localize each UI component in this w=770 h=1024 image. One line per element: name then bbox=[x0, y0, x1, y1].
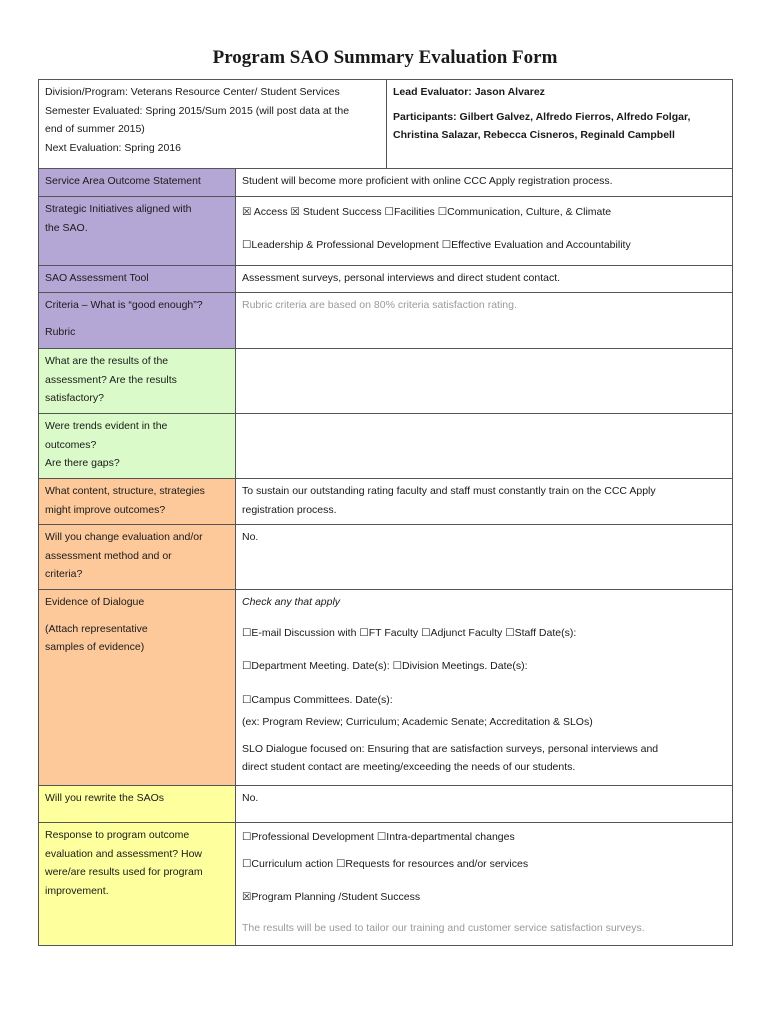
tool-row bbox=[39, 266, 733, 293]
results-label-line-2: assessment? Are the results bbox=[45, 373, 177, 386]
sao-label: Service Area Outcome Statement bbox=[39, 169, 236, 197]
trends-row bbox=[39, 414, 733, 479]
strategic-options-line-2[interactable]: ☐Leadership & Professional Development ☐Effective Evaluation and Accountability bbox=[242, 238, 631, 251]
response-value bbox=[236, 823, 733, 946]
change-label-line-2: assessment method and or bbox=[45, 549, 172, 562]
strategic-label bbox=[39, 197, 236, 266]
rewrite-value: No. bbox=[236, 786, 733, 823]
trends-label-line-2: outcomes? bbox=[45, 438, 97, 451]
next-evaluation-text: Next Evaluation: Spring 2016 bbox=[45, 141, 182, 154]
change-label-line-3: criteria? bbox=[45, 568, 83, 580]
strategic-options-line-1[interactable]: ☒ Access ☒ Student Success ☐Facilities ☐Communication, Culture, & Climate bbox=[242, 206, 612, 218]
lead-evaluator-text: Lead Evaluator: Jason Alvarez bbox=[393, 86, 545, 98]
evaluators-cell bbox=[387, 80, 733, 169]
results-row bbox=[39, 349, 733, 414]
rewrite-label: Will you rewrite the SAOs bbox=[39, 786, 236, 823]
tool-value: Assessment surveys, personal interviews and direct student contact. bbox=[236, 266, 733, 293]
semester-text-1: Semester Evaluated: Spring 2015/Sum 2015 (will post data at the bbox=[45, 104, 350, 117]
response-label-line-4: improvement. bbox=[45, 884, 109, 897]
dialogue-label-line-1: Evidence of Dialogue bbox=[45, 596, 145, 608]
change-label-line-1: Will you change evaluation and/or bbox=[45, 531, 203, 543]
content-label-line-2: might improve outcomes? bbox=[45, 503, 166, 516]
program-info-cell bbox=[39, 80, 387, 169]
criteria-row bbox=[39, 293, 733, 349]
slo-dialogue-line-1: SLO Dialogue focused on: Ensuring that are satisfaction surveys, personal interviews and bbox=[242, 742, 659, 755]
dialogue-options-line-3[interactable]: ☐Campus Committees. Date(s): bbox=[242, 693, 393, 706]
response-options-line-3[interactable]: ☒Program Planning /Student Success bbox=[242, 891, 421, 903]
division-text: Division/Program: Veterans Resource Center/ Student Services bbox=[45, 86, 340, 98]
participants-text-1: Participants: Gilbert Galvez, Alfredo Fierros, Alfredo Folgar, bbox=[393, 110, 691, 123]
dialogue-options-line-2[interactable]: ☐Department Meeting. Date(s): ☐Division Meetings. Date(s): bbox=[242, 660, 528, 672]
content-value-line-1: To sustain our outstanding rating faculty and staff must constantly train on the CCC Apply bbox=[242, 485, 656, 497]
dialogue-examples-text: (ex: Program Review; Curriculum; Academic Senate; Accreditation & SLOs) bbox=[242, 716, 593, 728]
header-row bbox=[39, 80, 733, 169]
change-row bbox=[39, 525, 733, 590]
participants-text-2: Christina Salazar, Rebecca Cisneros, Reginald Campbell bbox=[393, 129, 675, 141]
results-value[interactable] bbox=[236, 349, 733, 414]
sao-value: Student will become more proficient with online CCC Apply registration process. bbox=[236, 169, 733, 197]
semester-text-2: end of summer 2015) bbox=[45, 123, 145, 135]
results-label bbox=[39, 349, 236, 414]
strategic-options bbox=[236, 197, 733, 266]
content-label-line-1: What content, structure, strategies bbox=[45, 485, 205, 497]
evaluation-table bbox=[38, 79, 733, 946]
results-label-line-1: What are the results of the bbox=[45, 355, 169, 367]
rubric-label-text: Rubric bbox=[45, 325, 76, 338]
response-label-line-1: Response to program outcome bbox=[45, 829, 190, 841]
dialogue-row bbox=[39, 590, 733, 786]
response-options-line-1[interactable]: ☐Professional Development ☐Intra-departmental changes bbox=[242, 831, 515, 843]
trends-label-line-3: Are there gaps? bbox=[45, 457, 120, 469]
rewrite-row bbox=[39, 786, 733, 823]
dialogue-value bbox=[236, 590, 733, 786]
response-results-text: The results will be used to tailor our training and customer service satisfaction surveys. bbox=[242, 921, 645, 934]
change-label bbox=[39, 525, 236, 590]
sao-row bbox=[39, 169, 733, 197]
dialogue-options-line-1[interactable]: ☐E-mail Discussion with ☐FT Faculty ☐Adjunct Faculty ☐Staff Date(s): bbox=[242, 626, 577, 639]
dialogue-label bbox=[39, 590, 236, 786]
trends-label-line-1: Were trends evident in the bbox=[45, 420, 168, 432]
response-label-line-3: were/are results used for program bbox=[45, 866, 203, 878]
tool-label: SAO Assessment Tool bbox=[39, 266, 236, 293]
dialogue-label-line-2: (Attach representative bbox=[45, 622, 148, 635]
content-label bbox=[39, 479, 236, 525]
content-value-line-2: registration process. bbox=[242, 503, 337, 516]
response-label-line-2: evaluation and assessment? How bbox=[45, 847, 203, 860]
slo-dialogue-line-2: direct student contact are meeting/exceeding the needs of our students. bbox=[242, 761, 576, 773]
results-label-line-3: satisfactory? bbox=[45, 392, 104, 404]
strategic-label-line-1: Strategic Initiatives aligned with bbox=[45, 203, 192, 215]
change-value: No. bbox=[236, 525, 733, 590]
content-value bbox=[236, 479, 733, 525]
strategic-row bbox=[39, 197, 733, 266]
strategic-label-line-2: the SAO. bbox=[45, 221, 88, 234]
form-title: Program SAO Summary Evaluation Form bbox=[212, 47, 558, 68]
trends-label bbox=[39, 414, 236, 479]
response-options-line-2[interactable]: ☐Curriculum action ☐Requests for resources and/or services bbox=[242, 857, 529, 870]
criteria-label-text: Criteria – What is “good enough”? bbox=[45, 299, 203, 311]
check-any-text: Check any that apply bbox=[242, 596, 341, 608]
response-row bbox=[39, 823, 733, 946]
criteria-label bbox=[39, 293, 236, 349]
trends-value[interactable] bbox=[236, 414, 733, 479]
dialogue-label-line-3: samples of evidence) bbox=[45, 641, 145, 653]
content-row bbox=[39, 479, 733, 525]
response-label bbox=[39, 823, 236, 946]
criteria-value: Rubric criteria are based on 80% criteria satisfaction rating. bbox=[236, 293, 733, 349]
